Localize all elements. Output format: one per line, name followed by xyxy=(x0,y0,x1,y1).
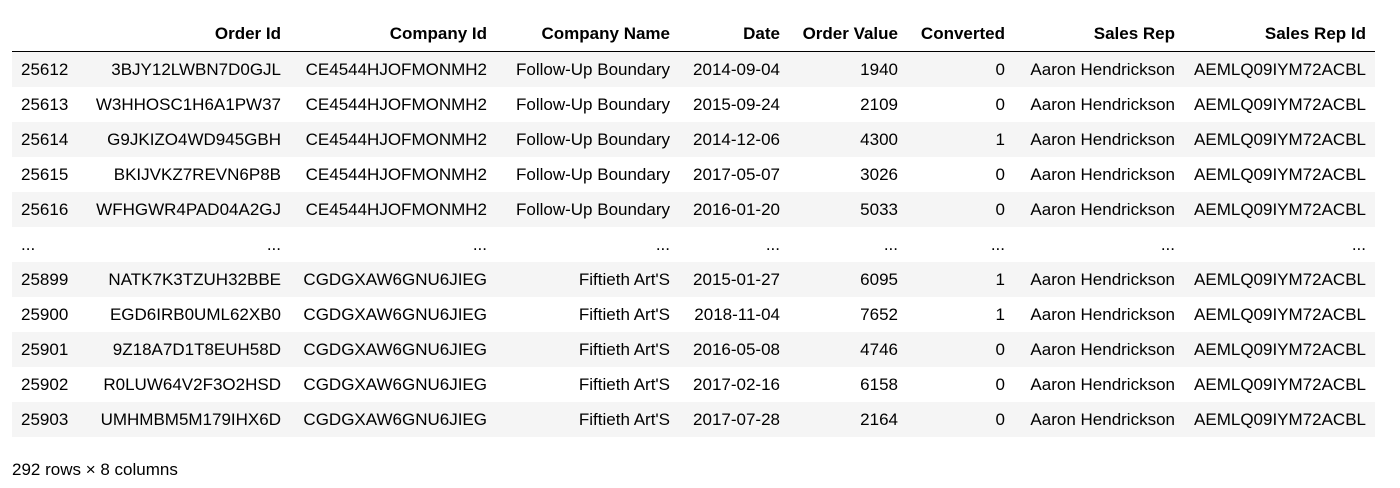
table-cell: 1940 xyxy=(860,60,898,79)
table-cell: 3026 xyxy=(860,165,898,184)
table-cell: Aaron Hendrickson xyxy=(1030,200,1175,219)
dataframe-table xyxy=(12,16,1375,437)
table-cell: AEMLQ09IYM72ACBL xyxy=(1194,200,1366,219)
table-cell: NATK7K3TZUH32BBE xyxy=(108,270,281,289)
table-cell: 0 xyxy=(995,60,1005,79)
table-cell: 9Z18A7D1T8EUH58D xyxy=(112,340,281,359)
row-index: 25612 xyxy=(21,60,69,79)
row-index: 25903 xyxy=(21,410,69,429)
table-cell: Fiftieth Art'S xyxy=(578,410,670,429)
row-index: 25901 xyxy=(21,340,69,359)
table-cell: 2164 xyxy=(860,410,898,429)
table-row xyxy=(12,262,1375,297)
table-cell: ... xyxy=(990,235,1005,254)
table-row xyxy=(12,87,1375,122)
table-cell: AEMLQ09IYM72ACBL xyxy=(1194,95,1366,114)
table-cell: 2017-02-16 xyxy=(693,375,780,394)
table-header xyxy=(12,16,1375,52)
row-index: 25899 xyxy=(21,270,69,289)
table-cell: 5033 xyxy=(860,200,898,219)
table-cell: 2015-01-27 xyxy=(693,270,780,289)
table-cell: Aaron Hendrickson xyxy=(1030,60,1175,79)
table-cell: 3BJY12LWBN7D0GJL xyxy=(111,60,281,79)
table-cell: R0LUW64V2F3O2HSD xyxy=(103,375,281,394)
row-index: 25902 xyxy=(21,375,69,394)
table-cell: CE4544HJOFMONMH2 xyxy=(305,60,487,79)
table-cell: AEMLQ09IYM72ACBL xyxy=(1194,130,1366,149)
table-cell: AEMLQ09IYM72ACBL xyxy=(1194,165,1366,184)
table-cell: ... xyxy=(1351,235,1366,254)
table-cell: Aaron Hendrickson xyxy=(1030,340,1175,359)
table-row xyxy=(12,332,1375,367)
table-cell: 2016-01-20 xyxy=(693,200,780,219)
table-cell: AEMLQ09IYM72ACBL xyxy=(1194,340,1366,359)
table-cell: Follow-Up Boundary xyxy=(515,95,670,114)
table-cell: AEMLQ09IYM72ACBL xyxy=(1194,410,1366,429)
table-body xyxy=(12,52,1375,438)
table-cell: ... xyxy=(655,235,670,254)
table-cell: Aaron Hendrickson xyxy=(1030,130,1175,149)
column-header: Company Name xyxy=(496,16,679,52)
table-cell: Aaron Hendrickson xyxy=(1030,165,1175,184)
table-cell: 2014-12-06 xyxy=(693,130,780,149)
shape-summary: 292 rows × 8 columns xyxy=(12,460,178,479)
table-cell: 2018-11-04 xyxy=(694,305,780,324)
table-cell: UMHMBM5M179IHX6D xyxy=(100,410,281,429)
table-cell: 0 xyxy=(995,165,1005,184)
table-cell: 7652 xyxy=(860,305,898,324)
table-cell: Fiftieth Art'S xyxy=(578,305,670,324)
table-row xyxy=(12,122,1375,157)
table-cell: ... xyxy=(883,235,898,254)
table-row xyxy=(12,402,1375,437)
column-header: Sales Rep Id xyxy=(1184,16,1375,52)
table-row xyxy=(12,367,1375,402)
table-cell: CE4544HJOFMONMH2 xyxy=(305,130,487,149)
table-cell: 1 xyxy=(995,270,1005,289)
table-cell: Aaron Hendrickson xyxy=(1030,270,1175,289)
table-cell: 1 xyxy=(995,305,1005,324)
table-cell: G9JKIZO4WD945GBH xyxy=(107,130,281,149)
table-row xyxy=(12,192,1375,227)
table-cell: CE4544HJOFMONMH2 xyxy=(305,95,487,114)
row-index: 25613 xyxy=(21,95,69,114)
table-row xyxy=(12,297,1375,332)
table-cell: CE4544HJOFMONMH2 xyxy=(305,200,487,219)
ellipsis-row xyxy=(12,227,1375,262)
table-cell: 0 xyxy=(995,340,1005,359)
table-cell: Follow-Up Boundary xyxy=(515,200,670,219)
table-cell: 0 xyxy=(995,95,1005,114)
table-cell: Aaron Hendrickson xyxy=(1030,410,1175,429)
table-cell: W3HHOSC1H6A1PW37 xyxy=(95,95,281,114)
table-cell: AEMLQ09IYM72ACBL xyxy=(1194,60,1366,79)
row-index: 25900 xyxy=(21,305,69,324)
column-header: Date xyxy=(679,16,789,52)
table-cell: WFHGWR4PAD04A2GJ xyxy=(96,200,281,219)
table-cell: 2016-05-08 xyxy=(693,340,780,359)
table-cell: 6095 xyxy=(860,270,898,289)
table-cell: CGDGXAW6GNU6JIEG xyxy=(303,410,487,429)
dataframe-output xyxy=(12,16,1375,437)
table-cell: BKIJVKZ7REVN6P8B xyxy=(113,165,281,184)
row-index: 25615 xyxy=(21,165,69,184)
table-cell: AEMLQ09IYM72ACBL xyxy=(1194,270,1366,289)
table-cell: 2109 xyxy=(860,95,898,114)
table-cell: 2017-05-07 xyxy=(693,165,780,184)
table-cell: Follow-Up Boundary xyxy=(515,130,670,149)
table-cell: Aaron Hendrickson xyxy=(1030,375,1175,394)
table-cell: Follow-Up Boundary xyxy=(515,165,670,184)
row-index: 25614 xyxy=(21,130,69,149)
table-cell: CGDGXAW6GNU6JIEG xyxy=(303,340,487,359)
table-cell: ... xyxy=(266,235,281,254)
header-row xyxy=(12,16,1375,52)
row-index: ... xyxy=(21,235,36,254)
table-cell: 4300 xyxy=(860,130,898,149)
table-cell: CGDGXAW6GNU6JIEG xyxy=(303,305,487,324)
column-header: Company Id xyxy=(290,16,496,52)
index-header xyxy=(12,16,84,52)
table-cell: 2017-07-28 xyxy=(693,410,780,429)
table-cell: ... xyxy=(472,235,487,254)
table-cell: Fiftieth Art'S xyxy=(578,340,670,359)
table-cell: 0 xyxy=(995,410,1005,429)
row-index: 25616 xyxy=(21,200,69,219)
table-cell: 0 xyxy=(995,375,1005,394)
column-header: Sales Rep xyxy=(1014,16,1184,52)
table-cell: ... xyxy=(765,235,780,254)
table-cell: 1 xyxy=(995,130,1005,149)
column-header: Converted xyxy=(907,16,1014,52)
table-cell: 6158 xyxy=(860,375,898,394)
table-row xyxy=(12,52,1375,88)
table-row xyxy=(12,157,1375,192)
table-cell: Aaron Hendrickson xyxy=(1030,95,1175,114)
table-cell: AEMLQ09IYM72ACBL xyxy=(1194,305,1366,324)
table-cell: ... xyxy=(1160,235,1175,254)
table-cell: CGDGXAW6GNU6JIEG xyxy=(303,270,487,289)
column-header: Order Id xyxy=(84,16,290,52)
table-cell: 2015-09-24 xyxy=(693,95,780,114)
table-cell: EGD6IRB0UML62XB0 xyxy=(109,305,281,324)
table-cell: Follow-Up Boundary xyxy=(515,60,670,79)
table-cell: Aaron Hendrickson xyxy=(1030,305,1175,324)
table-cell: Fiftieth Art'S xyxy=(578,375,670,394)
table-cell: 4746 xyxy=(860,340,898,359)
table-cell: CE4544HJOFMONMH2 xyxy=(305,165,487,184)
table-cell: 0 xyxy=(995,200,1005,219)
table-cell: 2014-09-04 xyxy=(693,60,780,79)
table-cell: AEMLQ09IYM72ACBL xyxy=(1194,375,1366,394)
table-cell: Fiftieth Art'S xyxy=(578,270,670,289)
table-cell: CGDGXAW6GNU6JIEG xyxy=(303,375,487,394)
column-header: Order Value xyxy=(789,16,907,52)
